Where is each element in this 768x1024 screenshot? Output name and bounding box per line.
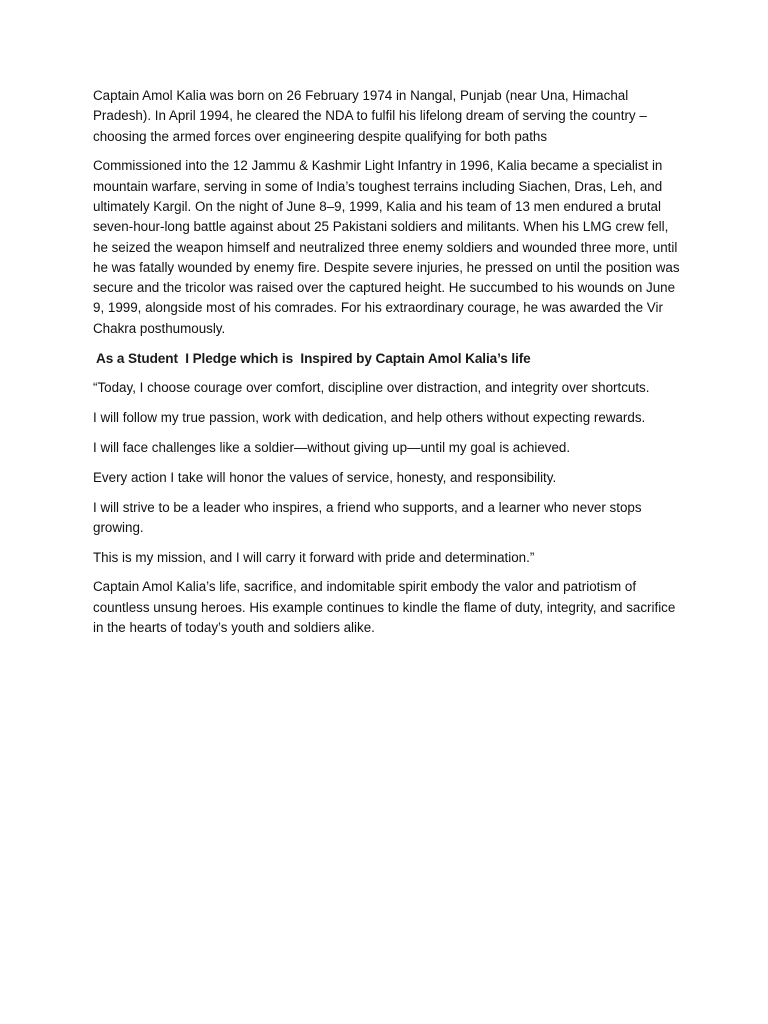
pledge-line-leader: I will strive to be a leader who inspires, a friend who supports, and a learner who never stops growing. xyxy=(93,499,642,535)
pledge-line-courage: “Today, I choose courage over comfort, discipline over distraction, and integrity over shortcuts. xyxy=(93,380,650,396)
pledge-line-passion: I will follow my true passion, work with dedication, and help others without expecting rewards. xyxy=(93,410,646,426)
bio-paragraph-service: Commissioned into the 12 Jammu & Kashmir Light Infantry in 1996, Kalia became a specialist in mountain warfare, serving in some of India’s toughest terrains including Siachen, Dras, Leh, and ultimately Kargil. On the night of June 8–9, 1999, Kalia and his team of 13 men endured a brutal seven-hour-long battle against about 25 Pakistani soldiers and militants. When his LMG crew fell, he seized the weapon himself and neutralized three enemy soldiers and wounded three more, until he was fatally wounded by enemy fire. Despite severe injuries, he pressed on until the position was secure and the tricolor was raised over the captured height. He succumbed to his wounds on June 9, 1999, alongside most of his comrades. For his extraordinary courage, he was awarded the Vir Chakra posthumously. xyxy=(93,158,680,336)
pledge-line-mission: This is my mission, and I will carry it forward with pride and determination.” xyxy=(93,549,535,565)
bio-paragraph-birth: Captain Amol Kalia was born on 26 February 1974 in Nangal, Punjab (near Una, Himachal Pradesh). In April 1994, he cleared the NDA to fulfil his lifelong dream of serving the country – choosing the armed forces over engineering despite qualifying for both paths xyxy=(93,88,647,144)
closing-paragraph: Captain Amol Kalia’s life, sacrifice, and indomitable spirit embody the valor and patriotism of countless unsung heroes. His example continues to kindle the flame of duty, integrity, and sacrifice in the hearts of today’s youth and soldiers alike. xyxy=(93,579,676,636)
pledge-line-challenges: I will face challenges like a soldier—without giving up—until my goal is achieved. xyxy=(93,439,571,455)
document-page xyxy=(93,86,683,648)
pledge-line-values: Every action I take will honor the values of service, honesty, and responsibility. xyxy=(93,469,557,485)
pledge-heading: As a Student I Pledge which is Inspired by Captain Amol Kalia’s life xyxy=(96,350,531,366)
